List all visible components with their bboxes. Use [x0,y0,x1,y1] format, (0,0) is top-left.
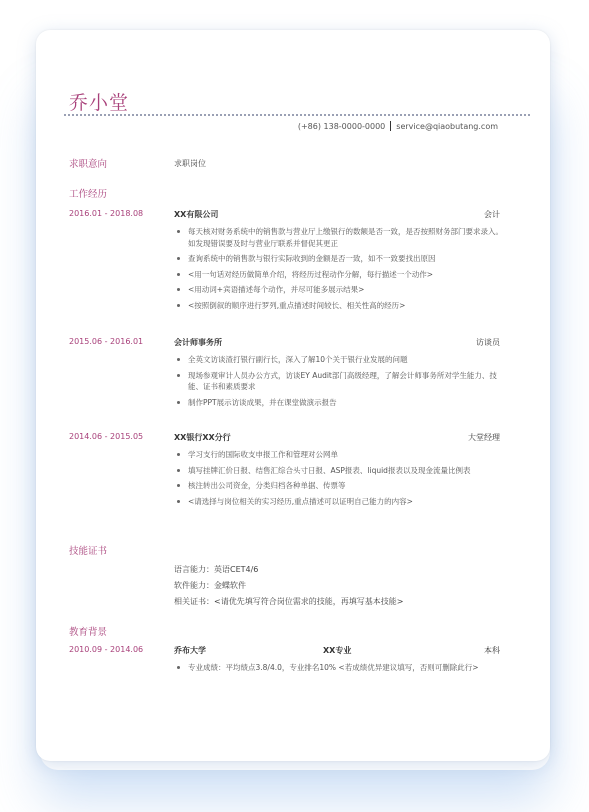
list-item: 核注转出公司资金，分类归档各种单据、传票等 [176,480,506,492]
section-title-work: 工作经历 [69,189,108,200]
list-item: 填写挂牌汇价日报、结售汇综合头寸日报、ASP报表、liquid报表以及现金流量比例表 [176,465,506,477]
work-org-1: XX有限公司 [174,210,219,219]
skill-line-software: 软件能力：金蝶软件 [174,581,246,590]
resume-page [36,30,550,761]
work-org-2: 会计师事务所 [174,338,222,347]
phone-text: (+86) 138-0000-0000 [297,122,386,131]
work-org-3: XX银行XX分行 [174,433,231,442]
list-item: <用动词+宾语描述每个动作，并尽可能多展示结果> [176,284,506,296]
list-item: 全英文访谈渣打银行副行长，深入了解10个关于银行业发展的问题 [176,354,506,366]
contact-line [298,121,498,131]
education-school: 乔布大学 [174,646,206,655]
list-item: 查询系统中的销售款与银行实际收到的金额是否一致，如不一致要找出原因 [176,253,506,265]
dotted-divider [64,114,530,116]
email-text: service@qiaobutang.com [396,122,498,131]
skill-line-certificate: 相关证书：<请优先填写符合岗位需求的技能，再填写基本技能> [174,597,404,606]
section-title-education: 教育背景 [69,627,108,638]
education-date: 2010.09 - 2014.06 [69,645,144,654]
list-item: <用一句话对经历做简单介绍，将经历过程动作分解，每行描述一个动作> [176,269,506,281]
work-role-1: 会计 [484,210,500,219]
education-major: XX专业 [323,646,352,655]
section-title-job-intention: 求职意向 [69,159,108,170]
work-role-2: 访谈员 [476,338,500,347]
list-item: 制作PPT展示访谈成果，并在课堂做演示报告 [176,397,506,409]
list-item: <请选择与岗位相关的实习经历,重点描述可以证明自己能力的内容> [176,496,506,508]
job-position: 求职岗位 [174,159,206,168]
list-item: 每天核对财务系统中的销售款与营业厅上缴银行的数额是否一致，是否按照财务部门要求录入。如发现错误要及时与营业厅联系并督促其更正 [176,226,506,249]
education-degree: 本科 [484,646,500,655]
contact-separator [390,121,391,131]
work-date-3: 2014.06 - 2015.05 [69,432,144,441]
list-item: 现场参观审计人员办公方式，访谈EY Audit部门高级经理，了解会计师事务所对学生能力、技能、证书和素质要求 [176,370,506,393]
work-bullets-1 [176,226,506,315]
list-item: 学习支行的国际收支申报工作和管理对公网单 [176,449,506,461]
education-bullets [176,662,506,678]
resume-name: 乔小堂 [69,92,130,114]
work-bullets-3 [176,449,506,511]
work-bullets-2 [176,354,506,412]
section-title-skills: 技能证书 [69,546,108,557]
list-item: 专业成绩：平均绩点3.8/4.0，专业排名10% <若成绩优异建议填写，否则可删除此行> [176,662,506,674]
list-item: <按照倒叙的顺序进行罗列,重点描述时间较长、相关性高的经历> [176,300,506,312]
work-date-2: 2015.06 - 2016.01 [69,337,144,346]
skill-line-language: 语言能力：英语CET4/6 [174,565,259,574]
work-role-3: 大堂经理 [468,433,500,442]
work-date-1: 2016.01 - 2018.08 [69,209,144,218]
